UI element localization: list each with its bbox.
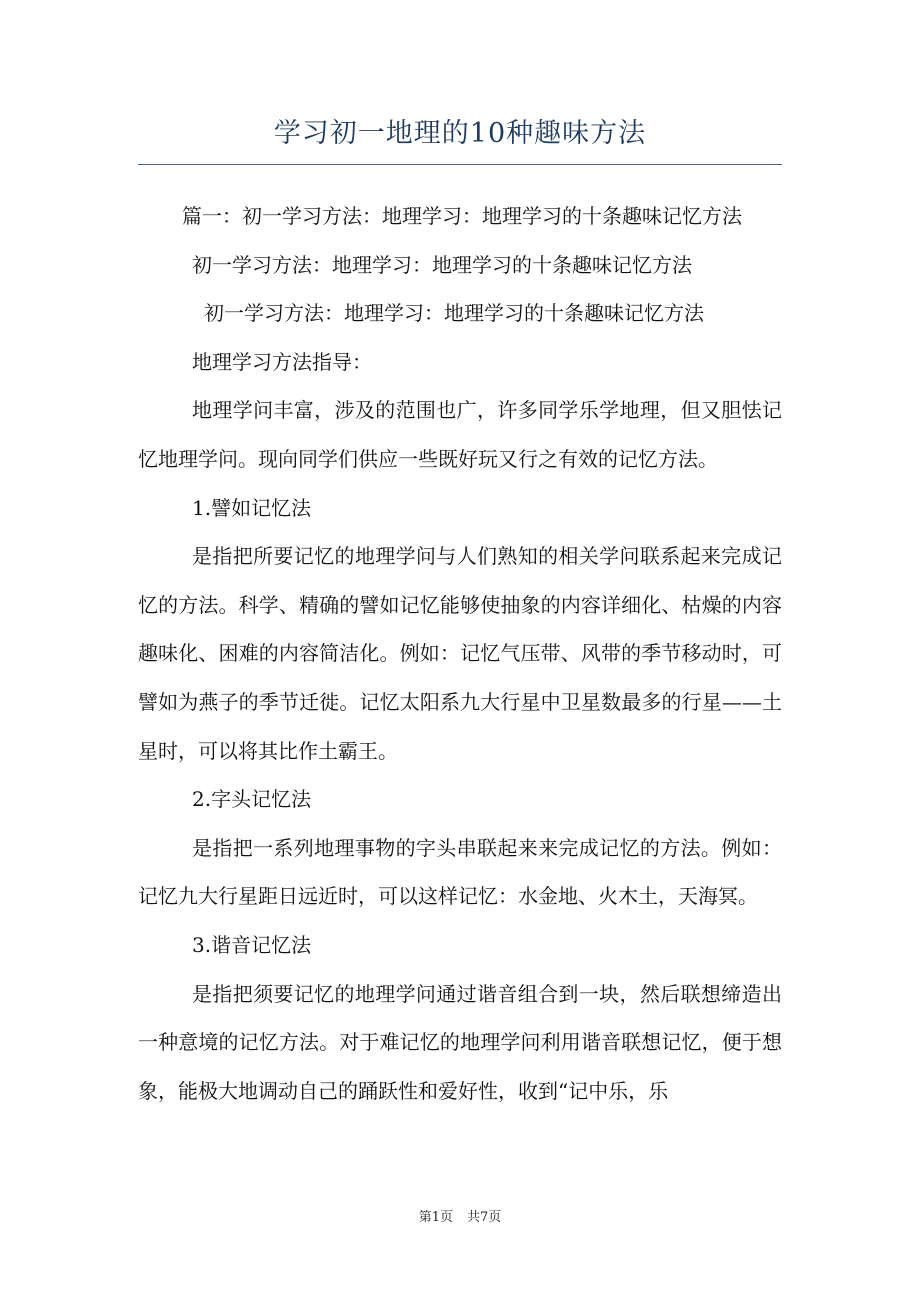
method-heading: 3.谐音记忆法 <box>192 932 312 957</box>
document-body <box>138 192 782 1115</box>
subtitle-line: 初一学习方法：地理学习：地理学习的十条趣味记忆方法 <box>192 252 692 277</box>
subtitle-line: 初一学习方法：地理学习：地理学习的十条趣味记忆方法 <box>204 301 704 326</box>
paragraph: 是指把所要记忆的地理学问与人们熟知的相关学问联系起来完成记忆的方法。科学、精确的譬如记忆能够使抽象的内容详细化、枯燥的内容趣味化、困难的内容简洁化。例如：记忆气压带、风带的季节移动时，可譬如为燕子的季节迁徙。记忆太阳系九大行星中卫星数最多的行星——土星时，可以将其比作土霸王。 <box>138 544 782 763</box>
paragraph: 是指把一系列地理事物的字头串联起来来完成记忆的方法。例如：记忆九大行星距日远近时，可以这样记忆：水金地、火木土，天海冥。 <box>138 835 782 909</box>
section-heading: 篇一：初一学习方法：地理学习：地理学习的十条趣味记忆方法 <box>182 204 742 228</box>
page-number: 第1页 <box>418 1210 453 1225</box>
method-heading: 2.字头记忆法 <box>192 787 312 812</box>
title-divider <box>138 164 782 165</box>
page-footer <box>0 1206 920 1225</box>
page-total: 共7页 <box>467 1210 502 1225</box>
method-heading: 1.譬如记忆法 <box>192 495 312 520</box>
document-title: 学习初一地理的10种趣味方法 <box>273 118 647 149</box>
paragraph: 是指把须要记忆的地理学问通过谐音组合到一块，然后联想缔造出一种意境的记忆方法。对于难记忆的地理学问利用谐音联想记忆，便于想象，能极大地调动自己的踊跃性和爱好性，收到“记中乐，乐 <box>138 981 782 1103</box>
paragraph: 地理学问丰富，涉及的范围也广，许多同学乐学地理，但又胆怯记忆地理学问。现向同学们供应一些既好玩又行之有效的记忆方法。 <box>138 398 782 471</box>
paragraph: 地理学习方法指导： <box>192 349 372 374</box>
